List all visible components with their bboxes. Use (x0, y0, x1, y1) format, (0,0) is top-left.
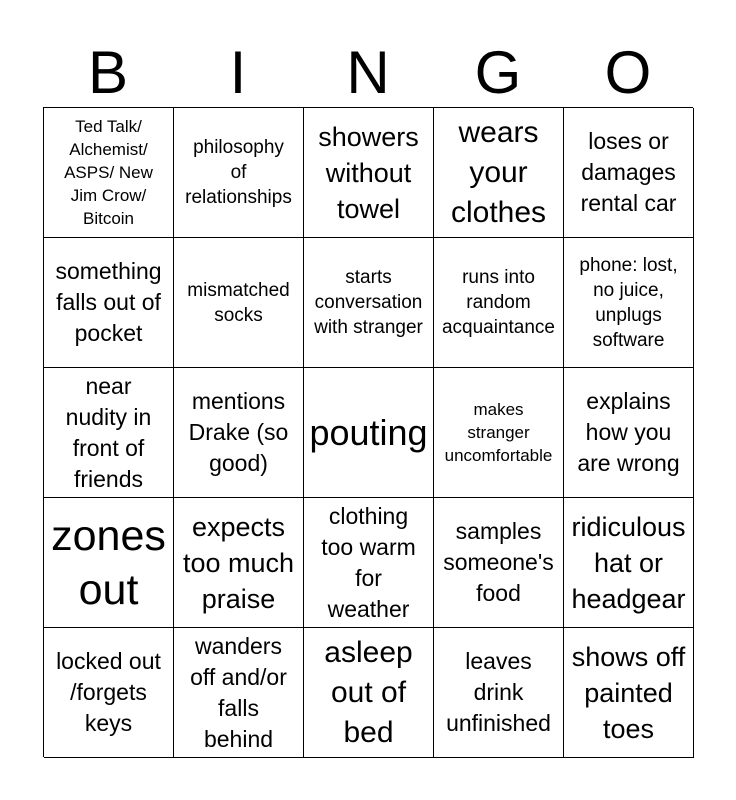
bingo-cell[interactable] (564, 238, 694, 368)
bingo-cell-text: phone: lost, no juice, unplugs software (579, 254, 678, 351)
header-letter-n: N (346, 39, 390, 106)
bingo-cell[interactable] (174, 108, 304, 238)
bingo-cell[interactable] (44, 238, 174, 368)
header-letter-o: O (604, 39, 652, 106)
bingo-cell-text: expects too much praise (182, 511, 295, 614)
bingo-cell-text: runs into random acquaintance (441, 267, 556, 338)
bingo-cell-text: asleep out of bed (324, 635, 413, 749)
bingo-cell-text: starts conversation with stranger (314, 267, 423, 338)
bingo-cell[interactable] (44, 368, 174, 498)
bingo-cell-text: samples someone's food (443, 518, 554, 606)
bingo-cell[interactable] (44, 628, 174, 758)
bingo-cell[interactable] (174, 498, 304, 628)
bingo-cell-text: pouting (309, 411, 428, 453)
bingo-cell[interactable] (304, 498, 434, 628)
bingo-cell-text: zones out (51, 511, 166, 614)
bingo-cell-text: explains how you are wrong (577, 388, 680, 476)
bingo-cell-text: clothing too warm for weather (321, 502, 416, 622)
bingo-cell[interactable] (304, 238, 434, 368)
bingo-cell-text: locked out /forgets keys (56, 648, 161, 736)
bingo-header (43, 38, 693, 108)
bingo-cell[interactable] (174, 368, 304, 498)
bingo-cell[interactable] (174, 628, 304, 758)
bingo-cell-text: leaves drink unfinished (446, 648, 551, 736)
bingo-cell[interactable] (564, 628, 694, 758)
bingo-cell-text: near nudity in front of friends (65, 372, 152, 492)
bingo-cell[interactable] (44, 108, 174, 238)
bingo-cell[interactable] (564, 498, 694, 628)
bingo-cell-text: makes stranger uncomfortable (444, 400, 553, 465)
bingo-cell-text: mismatched socks (187, 279, 290, 326)
bingo-cell-text: wanders off and/or falls behind (190, 632, 287, 752)
bingo-cell-text: philosophy of relationships (185, 137, 292, 208)
bingo-cell-text: Ted Talk/ Alchemist/ ASPS/ New Jim Crow/ Bitcoin (64, 117, 153, 228)
bingo-cell[interactable] (434, 498, 564, 628)
header-letter-i: I (229, 39, 247, 106)
bingo-cell[interactable] (304, 628, 434, 758)
header-letter-g: G (474, 39, 522, 106)
bingo-cell[interactable] (564, 368, 694, 498)
bingo-cell-text: something falls out of pocket (55, 258, 162, 346)
bingo-cell[interactable] (434, 238, 564, 368)
bingo-cell-text: loses or damages rental car (580, 128, 677, 216)
bingo-cell[interactable] (44, 498, 174, 628)
bingo-card-grid (43, 107, 693, 757)
bingo-cell-text: shows off painted toes (571, 641, 686, 744)
bingo-cell[interactable] (304, 368, 434, 498)
bingo-cell-text: wears your clothes (450, 115, 547, 229)
bingo-cell[interactable] (174, 238, 304, 368)
bingo-cell[interactable] (304, 108, 434, 238)
bingo-cell[interactable] (434, 368, 564, 498)
header-letter-b: B (87, 39, 129, 106)
bingo-cell[interactable] (564, 108, 694, 238)
bingo-cell-text: mentions Drake (so good) (188, 388, 289, 476)
bingo-cell-text: showers without towel (318, 121, 419, 224)
bingo-cell[interactable] (434, 628, 564, 758)
bingo-cell[interactable] (434, 108, 564, 238)
bingo-cell-text: ridiculous hat or headgear (571, 511, 686, 614)
